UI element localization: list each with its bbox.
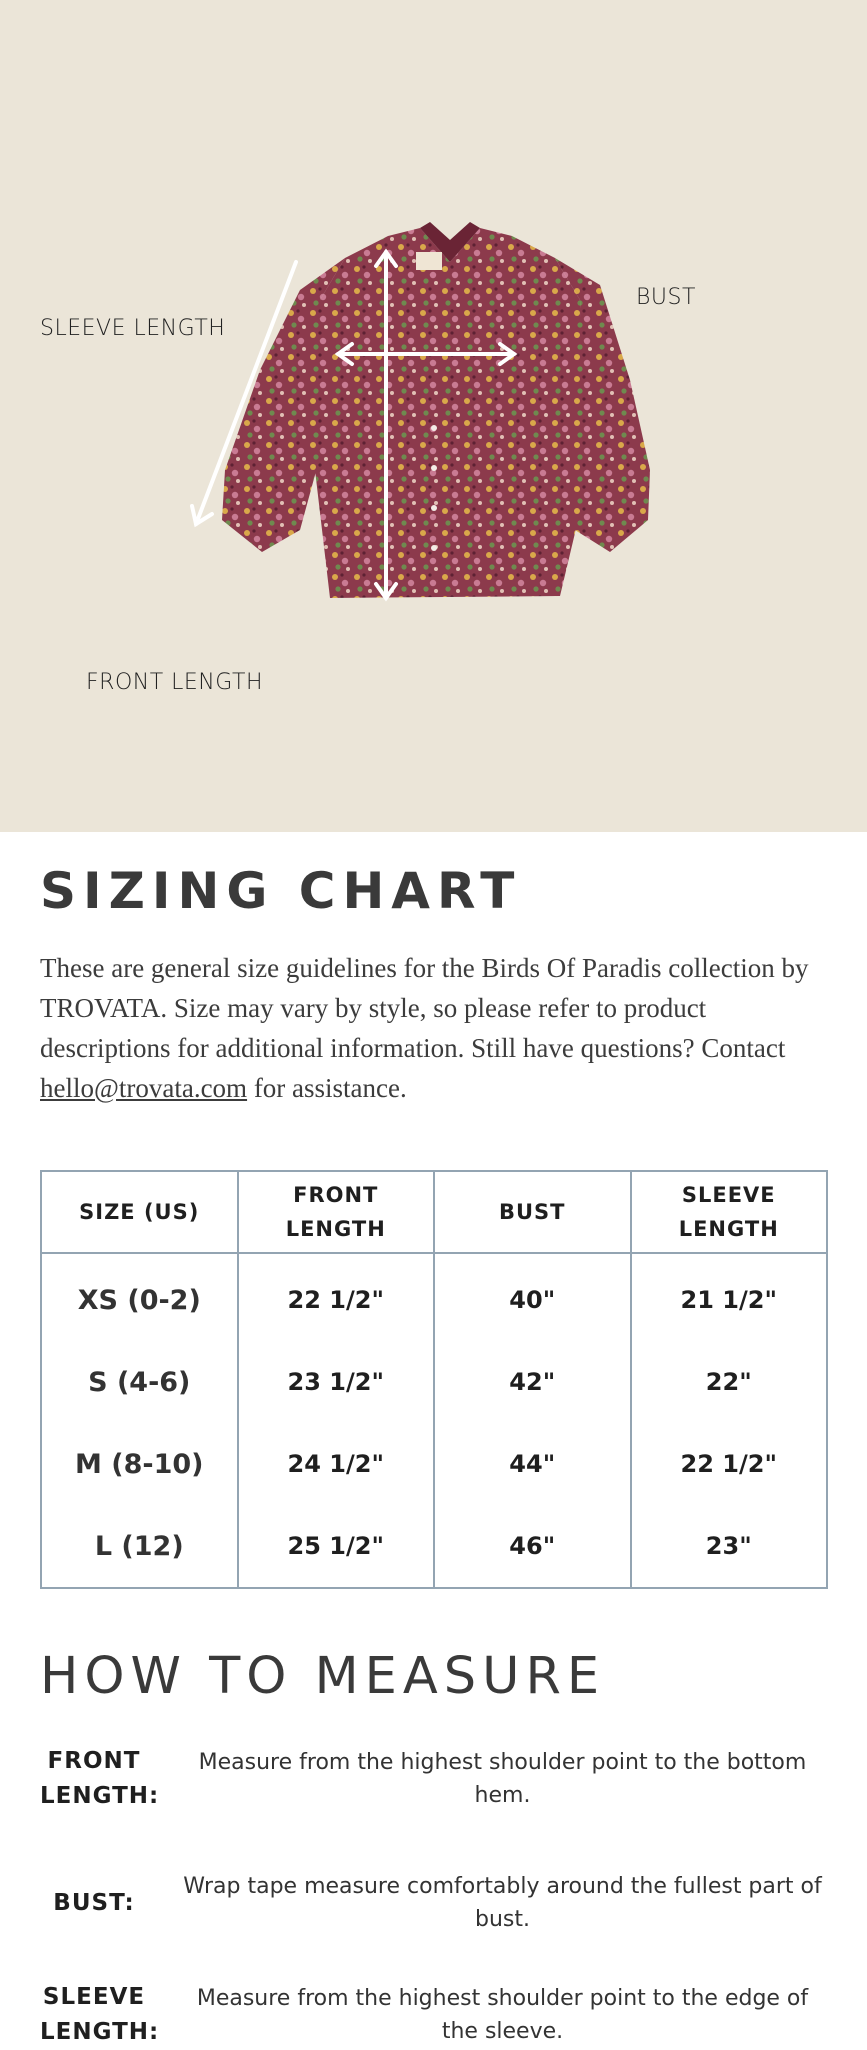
brand-tag (416, 252, 442, 270)
bust-label: BUST (636, 285, 696, 310)
how-to-measure-title: HOW TO MEASURE (40, 1647, 606, 1706)
blouse-illustration (0, 0, 867, 832)
header-front-length: FRONT LENGTH (238, 1171, 435, 1253)
bust-cell: 40" (434, 1253, 631, 1341)
table-row (41, 1341, 827, 1423)
size-cell: S (4-6) (41, 1341, 238, 1423)
table-row (41, 1505, 827, 1588)
front-length-label: FRONT LENGTH (86, 670, 264, 695)
header-size: SIZE (US) (41, 1171, 238, 1253)
measure-label: FRONT LENGTH: (40, 1748, 160, 1809)
measure-label: SLEEVE LENGTH: (40, 1984, 160, 2045)
table-header-row (41, 1171, 827, 1253)
size-cell: M (8-10) (41, 1423, 238, 1505)
sleeve-length-cell: 23" (631, 1505, 828, 1588)
sizing-content (0, 832, 867, 2050)
size-cell: L (12) (41, 1505, 238, 1588)
table-row (41, 1423, 827, 1505)
bust-cell: 46" (434, 1505, 631, 1588)
bust-cell: 44" (434, 1423, 631, 1505)
sizing-chart-title: SIZING CHART (40, 862, 522, 920)
description-text: These are general size guidelines for the Birds Of Paradis collection by TROVATA. Size may vary by style, so please refer to product descriptions for additional information. Still have questions? Contact (40, 953, 809, 1063)
garment-diagram (0, 0, 867, 832)
sleeve-length-cell: 21 1/2" (631, 1253, 828, 1341)
size-cell: XS (0-2) (41, 1253, 238, 1341)
measure-item-front-length (40, 1744, 827, 1814)
table-row (41, 1253, 827, 1341)
sleeve-length-label: SLEEVE LENGTH (40, 316, 226, 341)
description-end: for assistance. (247, 1073, 407, 1103)
measure-text: Wrap tape measure comfortably around the fullest part of bust. (183, 1874, 822, 1932)
measure-item-sleeve-length (40, 1980, 827, 2050)
email-link[interactable]: hello@trovata.com (40, 1073, 248, 1103)
bust-cell: 42" (434, 1341, 631, 1423)
measure-item-bust (40, 1870, 827, 1936)
size-table (40, 1170, 828, 1589)
sleeve-length-cell: 22" (631, 1341, 828, 1423)
measure-text: Measure from the highest shoulder point to the edge of the sleeve. (196, 1986, 809, 2044)
blouse-body (315, 228, 590, 598)
header-sleeve-length: SLEEVE LENGTH (631, 1171, 828, 1253)
front-length-cell: 24 1/2" (238, 1423, 435, 1505)
header-bust: BUST (434, 1171, 631, 1253)
front-length-cell: 22 1/2" (238, 1253, 435, 1341)
measure-label: BUST: (53, 1889, 135, 1916)
front-length-cell: 25 1/2" (238, 1505, 435, 1588)
front-length-cell: 23 1/2" (238, 1341, 435, 1423)
sizing-description (40, 948, 827, 1108)
sleeve-length-cell: 22 1/2" (631, 1423, 828, 1505)
measure-text: Measure from the highest shoulder point to the bottom hem. (198, 1750, 807, 1808)
